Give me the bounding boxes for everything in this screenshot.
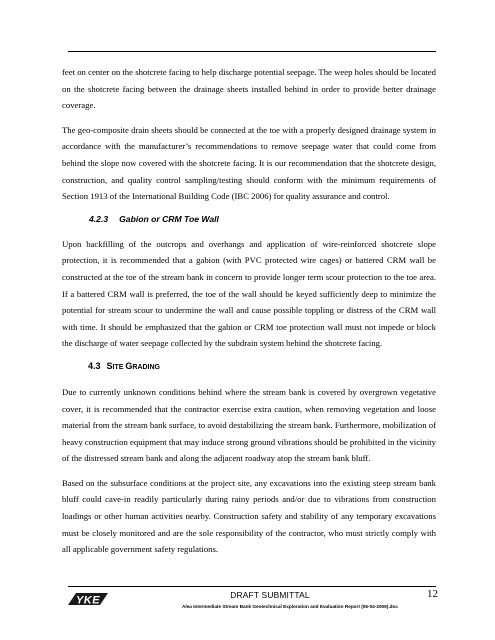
yke-logo	[66, 591, 110, 607]
section-title-cap-g: G	[125, 360, 133, 371]
subsection-number: 4.2.3	[89, 213, 109, 224]
subsection-heading	[89, 213, 436, 225]
paragraph-weep-holes: feet on center on the shotcrete facing to help discharge potential seepage. The weep holes should be located on the shotcrete facing between the drainage sheets installed behind in order to provide better drainage coverage.	[62, 67, 436, 111]
footer-rule	[68, 586, 436, 587]
paragraph-vegetation-caution: Due to currently unknown conditions behind where the stream bank is covered by overgrown vegetative cover, it is recommended that the contractor exercise extra caution, when removing vegetation and loose material from the stream bank surface, to avoid destabilizing the stream bank. Furthermore, mobilization of heavy construction equipment that may induce strong ground vibrations should be prohibited in the vicinity of the distressed stream bank and along the adjacent roadway atop the stream bank bluff.	[62, 386, 436, 464]
paragraph-drain-sheets: The geo-composite drain sheets should be connected at the toe with a properly designed drainage system in accordance with the manufacturer’s recommendations to remove seepage water that could come from behind the slope now covered with the shotcrete facing. It is our recommendation that the shotcrete design, construction, and quality control sampling/testing should conform with the minimum requirements of Section 1913 of the International Building Code (IBC 2006) for quality assurance and control.	[62, 124, 436, 202]
section-title-rest-rading: RADING	[132, 363, 161, 371]
document-body	[62, 64, 436, 566]
paragraph-gabion-wall: Upon backfilling of the outcrops and overhangs and application of wire-reinforced shotcrete slope protection, it is recommended that a gabion (with PVC protected wire cages) or battered CRM wall be constructed at the toe of the stream bank in concern to provide longer term scour protection to the toe area. If a battered CRM wall is preferred, the toe of the wall should be keyed sufficiently deep to minimize the potential for stream scour to undermine the wall and cause possible toppling or distress of the CRM wall with time. It should be emphasized that the gabion or CRM toe protection wall must not impede or block the discharge of water seepage collected by the subdrain system behind the shotcrete facing.	[62, 238, 436, 349]
section-title-rest-ite: ITE	[112, 363, 126, 371]
section-heading	[88, 360, 436, 374]
section-title-cap-s: S	[106, 360, 113, 371]
page-number: 12	[427, 588, 438, 600]
footer-draft-title: DRAFT SUBMITTAL	[230, 590, 310, 600]
subsection-title: Gabion or CRM Toe Wall	[119, 213, 219, 224]
header-rule	[68, 51, 436, 52]
section-number: 4.3	[88, 360, 101, 371]
footer-document-reference: Alea Intermediate Stream Bank Geotechnical Exploration and Evaluation Report (06-04-2009).doc	[182, 604, 398, 609]
logo-text: YKE	[75, 594, 101, 607]
paragraph-excavation-safety: Based on the subsurface conditions at the project site, any excavations into the existing steep stream bank bluff could cave-in readily particularly during rainy periods and/or due to vibrations from construction loadings or other human activities nearby. Construction safety and stability of any temporary excavations must be closely monitored and are the sole responsibility of the contractor, who must strictly comply with all applicable government safety regulations.	[62, 477, 436, 555]
